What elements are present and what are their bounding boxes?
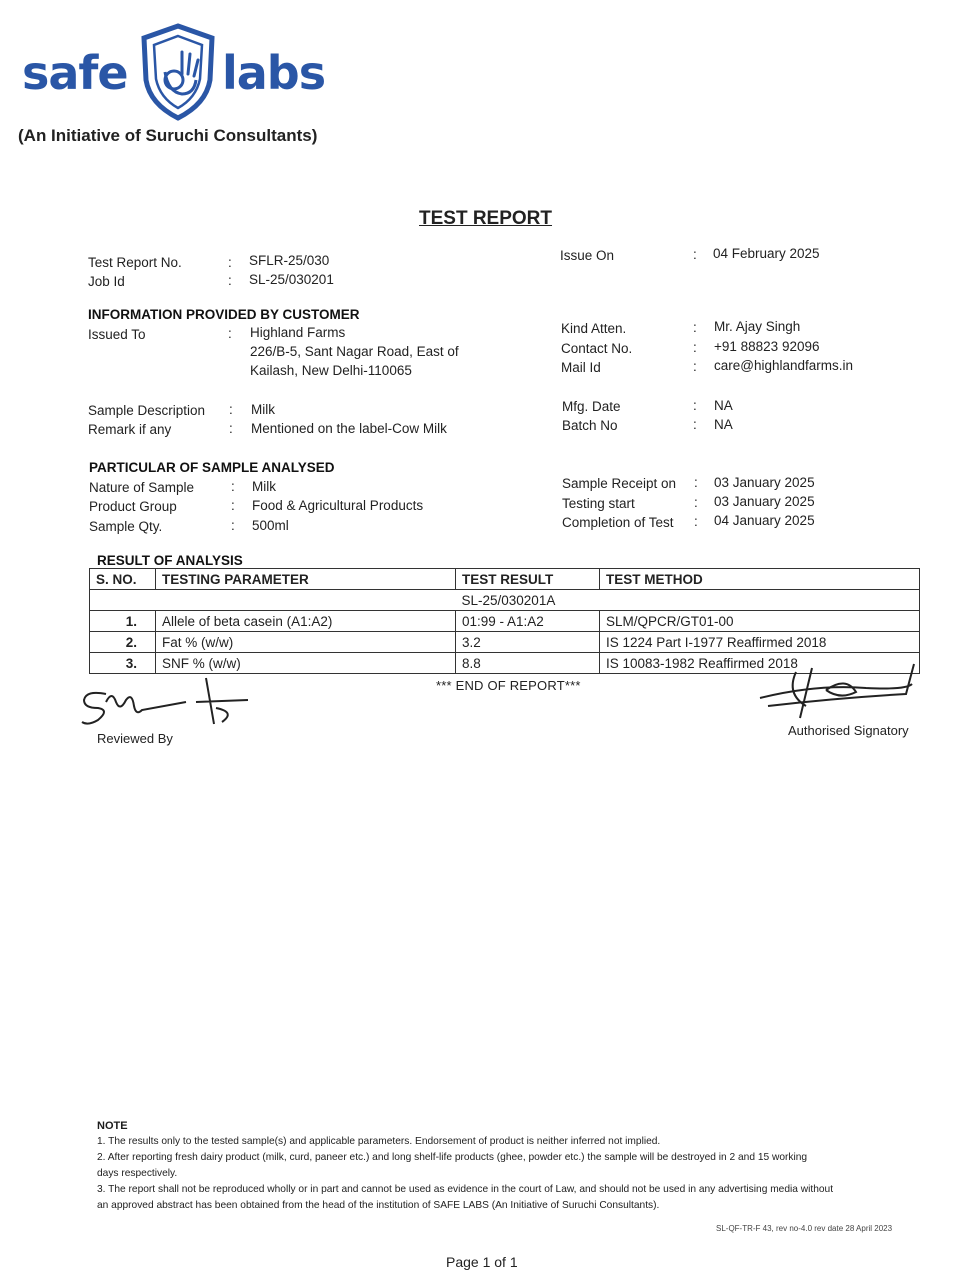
contact-value: +91 88823 92096	[714, 339, 820, 354]
batch-no-value: NA	[714, 417, 733, 432]
colon: :	[693, 417, 697, 432]
colon: :	[694, 514, 698, 529]
report-no-value: SFLR-25/030	[249, 253, 330, 268]
row-method: IS 1224 Part I-1977 Reaffirmed 2018	[600, 632, 920, 653]
issued-to-line-1: Highland Farms	[250, 325, 346, 340]
kind-atten-label: Kind Atten.	[561, 321, 627, 336]
reviewer-signature-icon	[76, 672, 256, 732]
sample-code: SL-25/030201A	[456, 590, 920, 611]
mfg-date-label: Mfg. Date	[562, 399, 621, 414]
colon: :	[694, 475, 698, 490]
sample-code-row	[90, 590, 920, 611]
remark-value: Mentioned on the label-Cow Milk	[251, 421, 447, 436]
start-label: Testing start	[562, 496, 635, 511]
issue-on-label: Issue On	[560, 248, 615, 263]
sample-section-heading: PARTICULAR OF SAMPLE ANALYSED	[89, 460, 335, 475]
colon: :	[693, 340, 697, 355]
group-label: Product Group	[89, 499, 177, 514]
colon: :	[693, 398, 697, 413]
shield-hand-logo-icon	[138, 22, 218, 122]
colon: :	[231, 479, 235, 494]
note-line-1: 1. The results only to the tested sample(s) and applicable parameters. Endorsement of product is neither inferred not implied.	[97, 1136, 661, 1147]
job-id-value: SL-25/030201	[249, 272, 334, 287]
mfg-date-value: NA	[714, 398, 733, 413]
receipt-label: Sample Receipt on	[562, 476, 677, 491]
contact-label: Contact No.	[561, 341, 633, 356]
sample-desc-label: Sample Description	[88, 403, 206, 418]
colon: :	[231, 498, 235, 513]
start-value: 03 January 2025	[714, 494, 815, 509]
colon: :	[693, 320, 697, 335]
colon: :	[229, 402, 233, 417]
group-value: Food & Agricultural Products	[252, 498, 424, 513]
brand-word-labs: labs	[222, 46, 326, 100]
row-parameter: Fat % (w/w)	[156, 632, 456, 653]
report-no-label: Test Report No.	[88, 255, 182, 270]
colon: :	[228, 255, 232, 270]
colon: :	[228, 326, 232, 341]
colon: :	[229, 421, 233, 436]
colon: :	[693, 359, 697, 374]
reviewed-by-label: Reviewed By	[97, 731, 173, 746]
row-result: 01:99 - A1:A2	[456, 611, 600, 632]
mail-label: Mail Id	[561, 360, 601, 375]
col-header-sno: S. NO.	[90, 569, 156, 590]
note-line-5: an approved abstract has been obtained from the head of the institution of SAFE LABS (An Initiative of Suruchi Consultants).	[97, 1200, 660, 1211]
batch-no-label: Batch No	[562, 418, 618, 433]
colon: :	[231, 518, 235, 533]
remark-label: Remark if any	[88, 422, 172, 437]
brand-tagline: (An Initiative of Suruchi Consultants)	[18, 126, 318, 145]
qty-value: 500ml	[252, 518, 289, 533]
completion-label: Completion of Test	[562, 515, 674, 530]
sample-desc-value: Milk	[251, 402, 275, 417]
table-row	[90, 611, 920, 632]
row-sno: 3.	[90, 653, 156, 674]
kind-atten-value: Mr. Ajay Singh	[714, 319, 801, 334]
issued-to-label: Issued To	[88, 327, 146, 342]
row-result: 3.2	[456, 632, 600, 653]
nature-value: Milk	[252, 479, 276, 494]
col-header-parameter: TESTING PARAMETER	[156, 569, 456, 590]
table-row	[90, 632, 920, 653]
sample-code-spacer	[90, 590, 456, 611]
row-method: SLM/QPCR/GT01-00	[600, 611, 920, 632]
col-header-method: TEST METHOD	[600, 569, 920, 590]
colon: :	[693, 247, 697, 262]
job-id-label: Job Id	[88, 274, 125, 289]
results-heading: RESULT OF ANALYSIS	[97, 553, 243, 568]
authorised-signature-icon	[756, 654, 926, 722]
brand-word-safe: safe	[22, 46, 128, 100]
completion-value: 04 January 2025	[714, 513, 815, 528]
form-number: SL-QF-TR-F 43, rev no-4.0 rev date 28 April 2023	[716, 1224, 893, 1233]
note-line-3: days respectively.	[97, 1168, 178, 1179]
nature-label: Nature of Sample	[89, 480, 195, 495]
end-of-report: *** END OF REPORT***	[436, 678, 581, 693]
row-parameter: Allele of beta casein (A1:A2)	[156, 611, 456, 632]
row-parameter: SNF % (w/w)	[156, 653, 456, 674]
page-number: Page 1 of 1	[446, 1254, 518, 1270]
receipt-value: 03 January 2025	[714, 475, 815, 490]
row-result: 8.8	[456, 653, 600, 674]
note-heading: NOTE	[97, 1120, 128, 1132]
note-line-4: 3. The report shall not be reproduced wholly or in part and cannot be used as evidence in the court of Law, and should not be used in any advertising media without	[97, 1184, 834, 1195]
colon: :	[694, 495, 698, 510]
customer-section-heading: INFORMATION PROVIDED BY CUSTOMER	[88, 307, 360, 322]
issued-to-line-3: Kailash, New Delhi-110065	[250, 363, 412, 378]
row-method: IS 10083-1982 Reaffirmed 2018	[600, 653, 920, 674]
colon: :	[228, 273, 232, 288]
issue-on-value: 04 February 2025	[713, 246, 820, 261]
col-header-result: TEST RESULT	[456, 569, 600, 590]
row-sno: 2.	[90, 632, 156, 653]
qty-label: Sample Qty.	[89, 519, 163, 534]
table-header-row	[90, 569, 920, 590]
authorised-signatory-label: Authorised Signatory	[788, 723, 909, 738]
report-title: TEST REPORT	[419, 208, 553, 229]
note-line-2: 2. After reporting fresh dairy product (milk, curd, paneer etc.) and long shelf-life products (ghee, powder etc.) the sample will be destroyed in 2 and 15 working	[97, 1152, 808, 1163]
issued-to-line-2: 226/B-5, Sant Nagar Road, East of	[250, 344, 459, 359]
row-sno: 1.	[90, 611, 156, 632]
mail-value: care@highlandfarms.in	[714, 358, 854, 373]
